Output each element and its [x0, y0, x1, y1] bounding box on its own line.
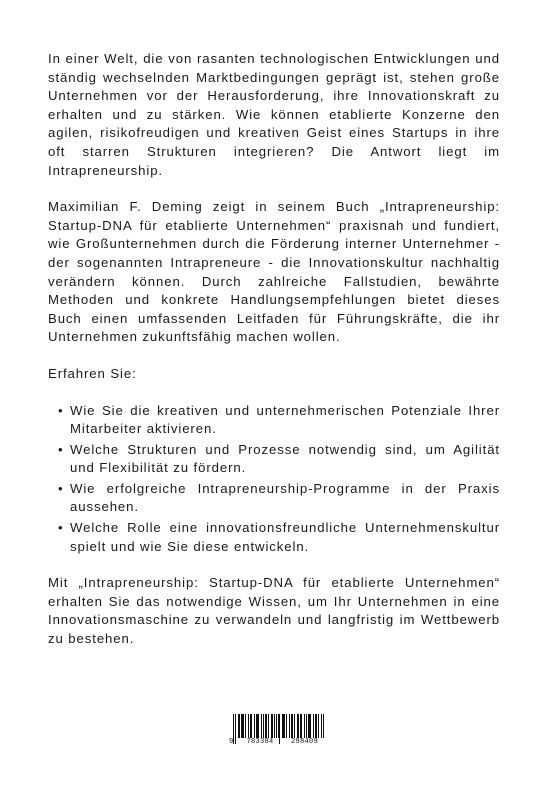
barcode-bar [298, 714, 299, 738]
barcode-bar [243, 714, 244, 738]
barcode-bar [315, 714, 316, 738]
list-item: • Welche Rolle eine innovationsfreundliche Unternehmenskultur spielt und wie Sie diese entwickeln. [48, 519, 500, 556]
barcode-bar [313, 714, 314, 738]
barcode-bar [265, 714, 266, 738]
list-item: • Wie Sie die kreativen und unternehmerischen Potenziale Ihrer Mitarbeiter aktivieren. [48, 402, 500, 439]
barcode-bar [309, 714, 310, 738]
barcode-bar [316, 714, 317, 738]
barcode-bar [263, 714, 264, 738]
isbn-number [229, 738, 327, 750]
closing-paragraph: Mit „Intrapreneurship: Startup-DNA für etablierte Unternehmen“ erhalten Sie das notwendige Wissen, um Ihr Unternehmen in eine Innovationsmaschine zu verwandeln und langfristig im Wettbewerb zu bestehen. [48, 575, 500, 647]
barcode-bar [300, 714, 301, 738]
barcode-bar [310, 714, 311, 738]
barcode-bar [258, 714, 259, 738]
book-description-paragraph: Maximilian F. Deming zeigt in seinem Buch „Intrapreneurship: Startup-DNA für etablierte Unternehmen“ praxisnah und fundiert, wie Großunternehmen durch die Förderung interner Unternehmer - der sogenannten Intrapreneure - die Innovationskultur nachhaltig verändern können. Durch zahlreiche Fallstudien, bewährte Methoden und konkrete Handlungsempfehlungen bietet dieses Buch einen umfassenden Leitfaden für Führungskräfte, die ihr Unternehmen zukunftsfähig machen wollen. [48, 199, 500, 345]
barcode-bar [289, 714, 290, 738]
barcode-bar [304, 714, 305, 738]
list-intro: Erfahren Sie: [48, 365, 137, 381]
barcode-bar [306, 714, 307, 738]
barcode-bar [308, 714, 309, 738]
barcode-bar [286, 714, 287, 738]
barcode-bar [284, 714, 285, 738]
barcode-bar [251, 714, 252, 738]
barcode-bar [254, 714, 255, 738]
isbn-first-digit: 9 [229, 738, 234, 746]
barcode-bar [294, 714, 295, 738]
barcode-bar [276, 714, 277, 738]
isbn-right-group: 298409 [290, 738, 318, 746]
barcode-bar [268, 714, 269, 738]
barcode-bar [321, 714, 322, 738]
list-item: • Welche Strukturen und Prozesse notwendig sind, um Agilität und Flexibilität zu fördern. [48, 441, 500, 478]
barcode-bar [318, 714, 319, 738]
barcode-bar [301, 714, 302, 738]
barcode-bar [274, 714, 275, 738]
barcode-bar [266, 714, 267, 738]
barcode-bar [241, 714, 242, 738]
barcode-bar [323, 714, 324, 738]
barcode-bar [261, 714, 262, 738]
back-cover-text [48, 50, 500, 667]
barcode-bar [278, 714, 279, 738]
barcode-bar [283, 714, 284, 738]
intro-paragraph: In einer Welt, die von rasanten technologischen Entwicklungen und ständig wechselnden Marktbedingungen geprägt ist, stehen große Unternehmen vor der Herausforderung, ihre Innovationskraft zu erhalten und zu stärken. Wie können etablierte Konzerne den agilen, risikofreudigen und kreativen Geist eines Startups in ihre oft starren Strukturen integrieren? Die Antwort liegt im Intrapreneurship. [48, 51, 500, 178]
benefits-list [48, 402, 500, 557]
barcode-bar [292, 714, 293, 738]
isbn-left-group: 783384 [246, 738, 274, 746]
barcode-bar [256, 714, 257, 738]
barcode-bar [282, 714, 283, 738]
barcode-bar [257, 714, 258, 738]
isbn-barcode [229, 712, 327, 750]
barcode-bar [272, 714, 273, 738]
barcode-bar [250, 714, 251, 738]
barcode-bar [291, 714, 292, 738]
barcode-bar [238, 714, 239, 738]
barcode-bar [271, 714, 272, 738]
barcode-bar [239, 714, 240, 738]
barcode-bar [248, 714, 249, 738]
barcode-bar [242, 714, 243, 738]
barcode-bar [297, 714, 298, 738]
list-item: • Wie erfolgreiche Intrapreneurship-Programme in der Praxis aussehen. [48, 480, 500, 517]
barcode-bar [245, 714, 246, 738]
